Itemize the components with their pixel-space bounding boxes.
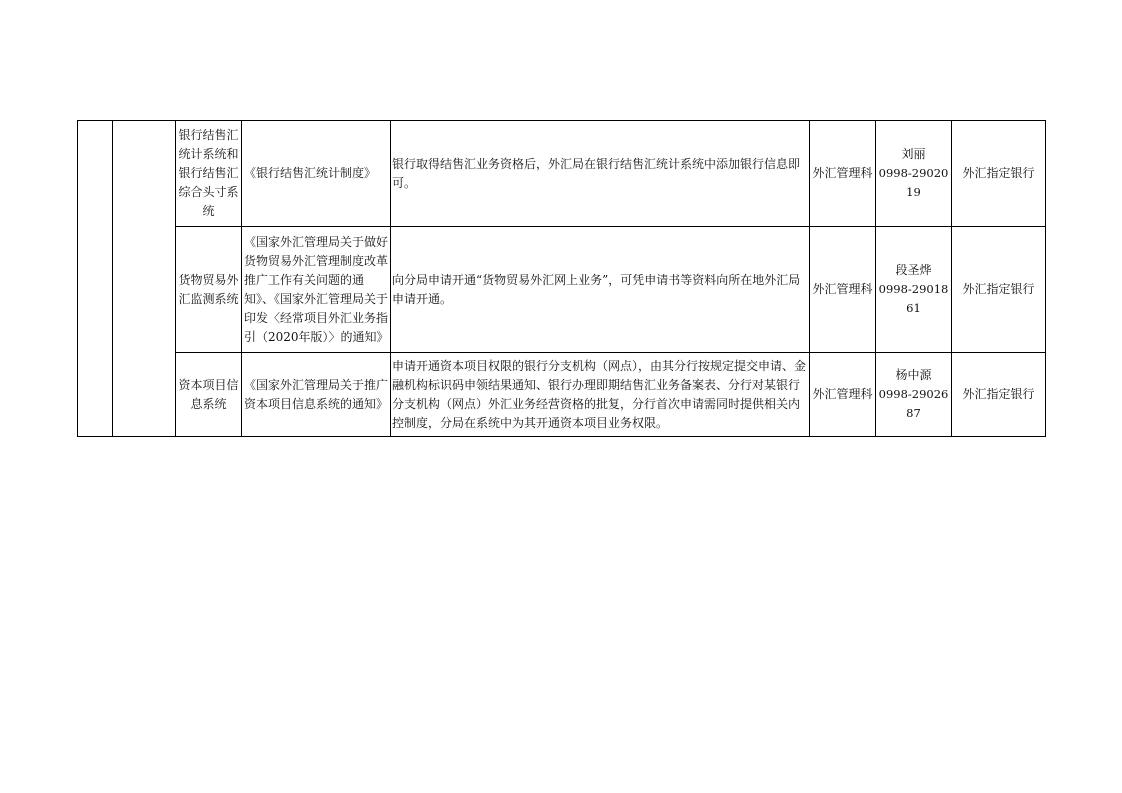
- procedure-cell: 银行取得结售汇业务资格后，外汇局在银行结售汇统计系统中添加银行信息即可。: [391, 121, 810, 227]
- department-cell: 外汇管理科: [810, 227, 876, 353]
- table-row: [78, 227, 1046, 353]
- procedure-cell: 向分局申请开通“货物贸易外汇网上业务”，可凭申请书等资料向所在地外汇局申请开通。: [391, 227, 810, 353]
- table-row: [78, 121, 1046, 227]
- blank-cell: [78, 121, 113, 437]
- contact-phone: 0998-2902687: [878, 387, 949, 420]
- policy-basis-cell: 《国家外汇管理局关于推广资本项目信息系统的通知》: [242, 353, 391, 437]
- system-name-cell: 货物贸易外汇监测系统: [176, 227, 242, 353]
- contact-cell: [876, 227, 952, 353]
- system-name-cell: 银行结售汇统计系统和银行结售汇综合头寸系统: [176, 121, 242, 227]
- procedure-cell: 申请开通资本项目权限的银行分支机构（网点），由其分行按规定提交申请、金融机构标识码申领结果通知、银行办理即期结售汇业务备案表、分行对某银行分支机构（网点）外汇业务经营资格的批复，分行首次申请需同时提供相关内控制度，分局在系统中为其开通资本项目业务权限。: [391, 353, 810, 437]
- contact-cell: [876, 353, 952, 437]
- department-cell: 外汇管理科: [810, 353, 876, 437]
- system-access-table: [77, 120, 1046, 437]
- department-cell: 外汇管理科: [810, 121, 876, 227]
- system-name-cell: 资本项目信息系统: [176, 353, 242, 437]
- contact-name: 杨中源: [895, 368, 932, 382]
- table-row: [78, 353, 1046, 437]
- contact-phone: 0998-2901861: [878, 282, 949, 315]
- target-cell: 外汇指定银行: [952, 121, 1046, 227]
- contact-name: 段圣烨: [895, 263, 932, 277]
- target-cell: 外汇指定银行: [952, 227, 1046, 353]
- policy-basis-cell: 《银行结售汇统计制度》: [242, 121, 391, 227]
- policy-basis-cell: 《国家外汇管理局关于做好货物贸易外汇管理制度改革推广工作有关问题的通知》、《国家外汇管理局关于印发〈经常项目外汇业务指引（2020年版）〉的通知》: [242, 227, 391, 353]
- blank-cell: [113, 121, 176, 437]
- contact-cell: [876, 121, 952, 227]
- contact-name: 刘丽: [901, 147, 926, 161]
- contact-phone: 0998-2902019: [878, 166, 949, 199]
- target-cell: 外汇指定银行: [952, 353, 1046, 437]
